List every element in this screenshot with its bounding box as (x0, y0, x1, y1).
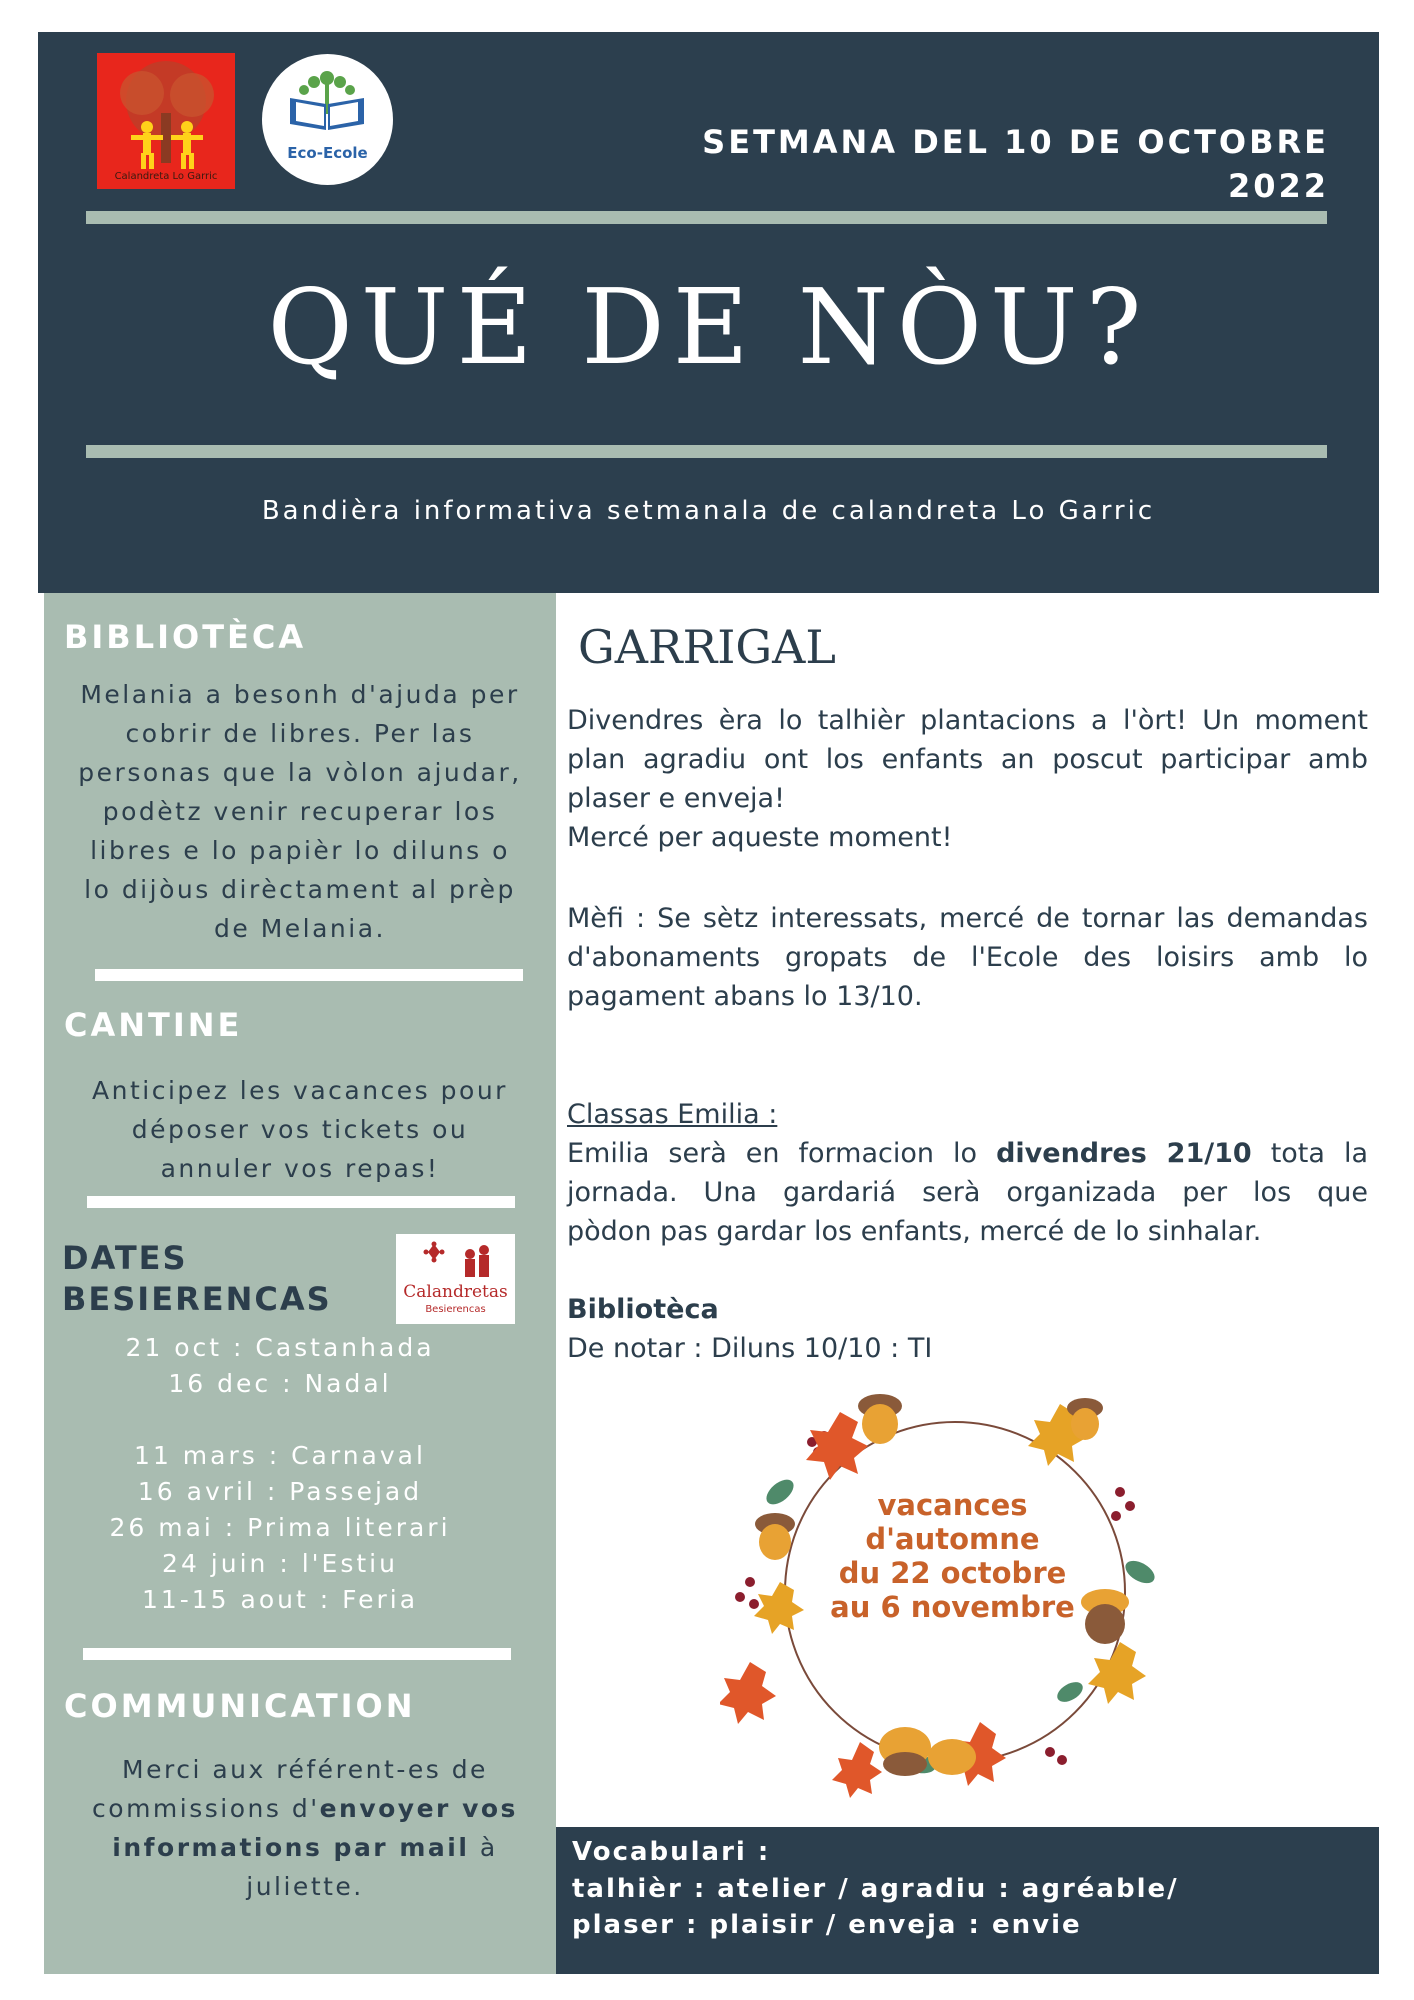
date-item: 11 mars : Carnaval (134, 1441, 426, 1470)
classas-heading: Classas Emilia : (567, 1099, 778, 1130)
dates-heading (62, 1238, 332, 1320)
date-spacer (44, 1402, 516, 1438)
communication-line: Merci aux référent-es de (122, 1755, 488, 1784)
dates-list (44, 1330, 516, 1618)
communication-heading: COMMUNICATION (64, 1687, 416, 1725)
cantine-line: Anticipez les vacances pour (92, 1076, 508, 1105)
calandretas-besierencas-logo (396, 1234, 515, 1324)
divider-cantine (87, 1196, 515, 1208)
date-item: 11-15 aout : Feria (141, 1585, 419, 1614)
biblioteca-text (60, 675, 540, 948)
cantine-heading: CANTINE (64, 1006, 243, 1044)
cal-logo-sub: Besierencas (425, 1304, 486, 1315)
week-line-2: 2022 (1227, 167, 1329, 205)
bibliotheca-note (567, 1290, 1368, 1368)
page-title: QUÉ DE NÒU? (267, 266, 1150, 388)
vocab-line: talhièr : atelier / agradiu : agréable/ (572, 1874, 1179, 1904)
eco-ecole-logo (262, 54, 393, 185)
eco-ecole-label: Eco-Ecole (287, 144, 368, 162)
cantine-line: annuler vos repas! (160, 1154, 440, 1183)
bib-line: De notar : Diluns 10/10 : TI (567, 1333, 933, 1364)
cantine-line: déposer vos tickets ou (131, 1115, 469, 1144)
biblioteca-line: lo dijòus dirèctament al prèp (84, 875, 516, 904)
vacances-line: au 6 novembre (830, 1590, 1075, 1624)
vocab-line: plaser : plaisir / enveja : envie (572, 1910, 1082, 1940)
date-item: 16 dec : Nadal (168, 1369, 392, 1398)
divider-biblioteca (95, 969, 523, 981)
week-line-1: SETMANA DEL 10 DE OCTOBRE (702, 123, 1329, 161)
vacances-line: du 22 octobre (838, 1556, 1067, 1590)
vacances-line: d'automne (865, 1522, 1040, 1556)
vacances-text (790, 1488, 1115, 1624)
tree-book-icon (280, 64, 375, 134)
biblioteca-line: libres e lo papièr lo diluns o (90, 836, 510, 865)
divider-dates (83, 1648, 511, 1660)
biblioteca-line: de Melania. (214, 914, 386, 943)
logo1-caption: Calandreta Lo Garric (114, 171, 218, 182)
communication-line: commissions d'envoyer vos (92, 1794, 518, 1823)
biblioteca-heading: BIBLIOTÈCA (64, 618, 307, 656)
garrigal-paragraph-2: Mèfi : Se sètz interessats, mercé de tornar las demandas d'abonaments gropats de l'Ecole des loisirs amb lo pagament abans lo 13/10. (567, 903, 1368, 1012)
week-date (629, 120, 1329, 208)
garrigal-heading: GARRIGAL (578, 620, 836, 674)
date-item: 24 juin : l'Estiu (162, 1549, 398, 1578)
biblioteca-line: cobrir de libres. Per las (125, 719, 475, 748)
cal-logo-text: Calandretas (403, 1282, 508, 1302)
communication-text (60, 1750, 550, 1906)
dates-heading-line: BESIERENCAS (62, 1280, 332, 1318)
date-item: 26 mai : Prima literari (109, 1513, 451, 1542)
biblioteca-line: personas que la vòlon ajudar, (78, 758, 522, 787)
biblioteca-line: Melania a besonh d'ajuda per (80, 680, 520, 709)
cantine-text (60, 1071, 540, 1188)
communication-line: juliette. (246, 1872, 364, 1901)
calandreta-lo-garric-logo (97, 53, 235, 189)
page-subtitle: Bandièra informativa setmanala de calandreta Lo Garric (261, 496, 1156, 526)
bib-heading: Bibliotèca (567, 1294, 719, 1325)
classas-emilia-section: Classas Emilia : Emilia serà en formacion lo divendres 21/10 tota la jornada. Una gardariá serà organizada per los que pòdon pas gardar los enfants, mercé de lo sinhalar. (567, 1095, 1368, 1251)
divider-top (86, 211, 1327, 224)
communication-line: informations par mail à (112, 1833, 498, 1862)
dates-heading-line: DATES (62, 1239, 188, 1277)
date-item: 16 avril : Passejad (137, 1477, 423, 1506)
biblioteca-line: podètz venir recuperar los (102, 797, 498, 826)
vacances-line: vacances (877, 1488, 1028, 1522)
divider-bottom (86, 445, 1327, 458)
occitan-cross-icon (404, 1240, 508, 1280)
date-item: 21 oct : Castanhada (125, 1333, 435, 1362)
garrigal-paragraph-1: Divendres èra lo talhièr plantacions a l'òrt! Un moment plan agradiu ont los enfants an poscut participar amb plaser e enveja! Mercé per aqueste moment! (567, 705, 1368, 853)
vocab-heading: Vocabulari : (572, 1837, 771, 1867)
